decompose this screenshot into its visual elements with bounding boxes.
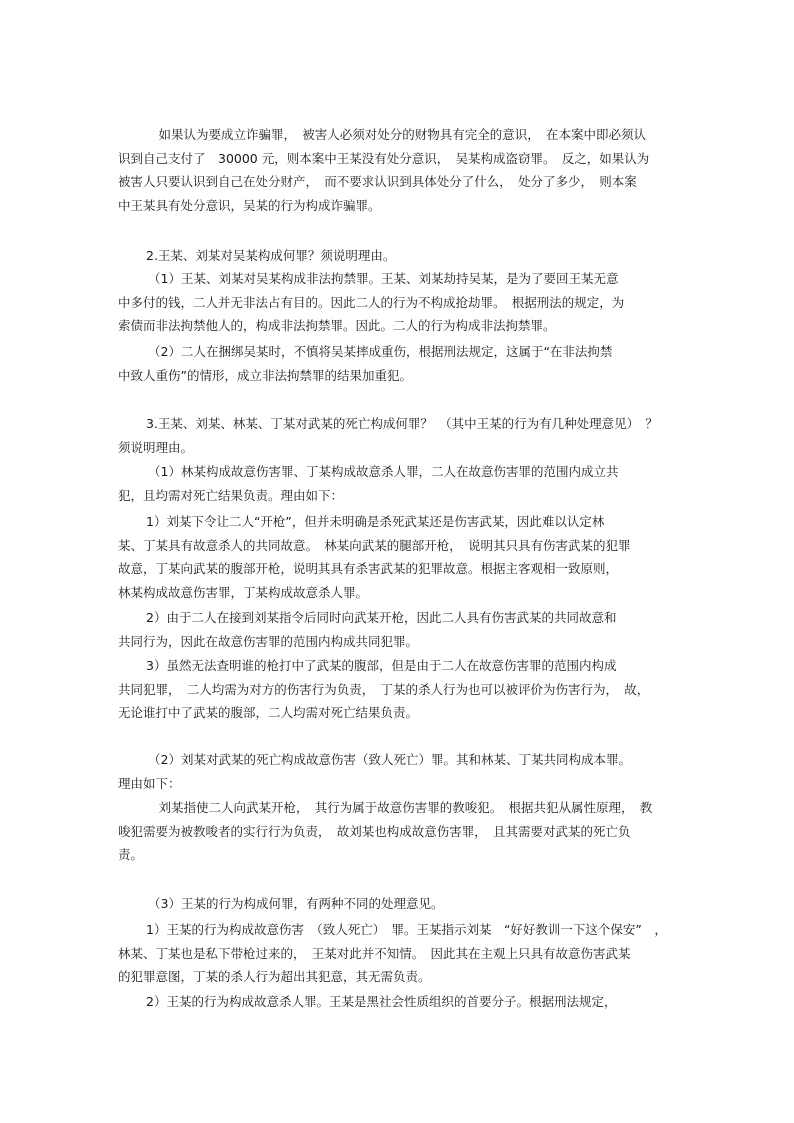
- text-line: 犯，且均需对死亡结果负责。理由如下：: [118, 487, 344, 503]
- text-line: 中王某具有处分意识，吴某的行为构成诈骗罪。: [118, 197, 381, 213]
- question-2-answer-2: [118, 340, 678, 387]
- text-line: 的犯罪意图，丁某的杀人行为超出其犯意，其无需负责。: [118, 969, 431, 984]
- text-line: （1）王某、刘某对吴某构成非法拘禁罪。王某、刘某劫持吴某，是为了要回王某无意: [148, 271, 619, 286]
- section-heading: 2.王某、刘某对吴某构成何罪？须说明理由。: [146, 248, 396, 263]
- question-3-answer-2-detail: [118, 796, 678, 867]
- question-2-answer-1: [118, 267, 678, 338]
- text-line: 责。: [118, 847, 144, 862]
- text-line: 中多付的钱，二人并无非法占有目的。因此二人的行为不构成抢劫罪。 根据刑法的规定，为: [118, 294, 625, 310]
- question-3-answer-3: [118, 892, 678, 916]
- text-line: 林某构成故意伤害罪，丁某构成故意杀人罪。: [118, 584, 369, 600]
- text-line: 2）王某的行为构成故意杀人罪。王某是黑社会性质组织的首要分子。根据刑法规定，: [146, 994, 617, 1009]
- text-line: 识到自己支付了 30000 元，则本案中王某没有处分意识， 吴某构成盗窃罪。 反之，如果认为: [118, 150, 650, 166]
- opinion-1: [118, 918, 678, 989]
- question-3-answer-2: [118, 748, 678, 795]
- reason-1: [118, 510, 678, 604]
- text-line: 索债而非法拘禁他人的，构成非法拘禁罪。因此。二人的行为构成非法拘禁罪。: [118, 318, 556, 333]
- opinion-2: [118, 990, 678, 1014]
- text-line: 唆犯需要为被教唆者的实行行为负责， 故刘某也构成故意伤害罪， 且其需要对武某的死亡负: [118, 823, 631, 839]
- question-3-answer-1: [118, 460, 678, 507]
- text-line: （1）林某构成故意伤害罪、丁某构成故意杀人罪，二人在故意伤害罪的范围内成立共: [148, 464, 619, 479]
- text-line: 如果认为要成立诈骗罪， 被害人必须对处分的财物具有完全的意识， 在本案中即必须认: [146, 127, 647, 142]
- text-line: 共同行为，因此在故意伤害罪的范围内构成共同犯罪。: [118, 633, 419, 649]
- section-heading: 3.王某、刘某、林某、丁某对武某的死亡构成何罪？ （其中王某的行为有几种处理意见） ？: [146, 416, 658, 431]
- reason-3: [118, 654, 678, 725]
- text-line: 2）由于二人在接到刘某指令后同时向武某开枪，因此二人具有伤害武某的共同故意和: [146, 610, 617, 625]
- reason-2: [118, 606, 678, 653]
- section-heading: 须说明理由。: [118, 439, 194, 455]
- question-3-heading: [118, 412, 678, 459]
- text-line: 被害人只要认识到自己在处分财产， 而不要求认识到具体处分了什么， 处分了多少， 则本案: [118, 174, 637, 189]
- text-line: （2）二人在捆绑吴某时，不慎将吴某摔成重伤，根据刑法规定，这属于“在非法拘禁: [148, 344, 613, 359]
- text-line: 无论谁打中了武某的腹部，二人均需对死亡结果负责。: [118, 705, 419, 720]
- text-line: 刘某指使二人向武某开枪， 其行为属于故意伤害罪的教唆犯。 根据共犯从属性原理， 教: [146, 800, 653, 815]
- text-line: 1）王某的行为构成故意伤害 （致人死亡） 罪。王某指示刘某 “好好教训一下这个保安” ，: [146, 922, 667, 937]
- paragraph-fraud-analysis: [118, 123, 678, 217]
- text-line: 理由如下：: [118, 775, 181, 791]
- text-line: 林某、丁某也是私下带枪过来的， 王某对此并不知情。 因此其在主观上只具有故意伤害武某: [118, 945, 631, 961]
- text-line: 3）虽然无法查明谁的枪打中了武某的腹部，但是由于二人在故意伤害罪的范围内构成: [146, 658, 617, 673]
- text-line: （3）王某的行为构成何罪，有两种不同的处理意见。: [148, 896, 444, 911]
- text-line: 共同犯罪， 二人均需为对方的伤害行为负责， 丁某的杀人行为也可以被评价为伤害行为， 故，: [118, 681, 650, 697]
- text-line: （2）刘某对武某的死亡构成故意伤害（致人死亡）罪。其和林某、丁某共同构成本罪。: [148, 752, 631, 767]
- text-line: 某、丁某具有故意杀人的共同故意。 林某向武某的腿部开枪， 说明其只具有伤害武某的犯罪: [118, 537, 631, 553]
- text-line: 故意，丁某向武某的腹部开枪，说明其具有杀害武某的犯罪故意。根据主客观相一致原则，: [118, 561, 619, 576]
- text-line: 1）刘某下令让二人“开枪”，但并未明确是杀死武某还是伤害武某，因此难以认定林: [146, 514, 605, 529]
- question-2-heading: [118, 244, 678, 268]
- text-line: 中致人重伤”的情形，成立非法拘禁罪的结果加重犯。: [118, 367, 412, 383]
